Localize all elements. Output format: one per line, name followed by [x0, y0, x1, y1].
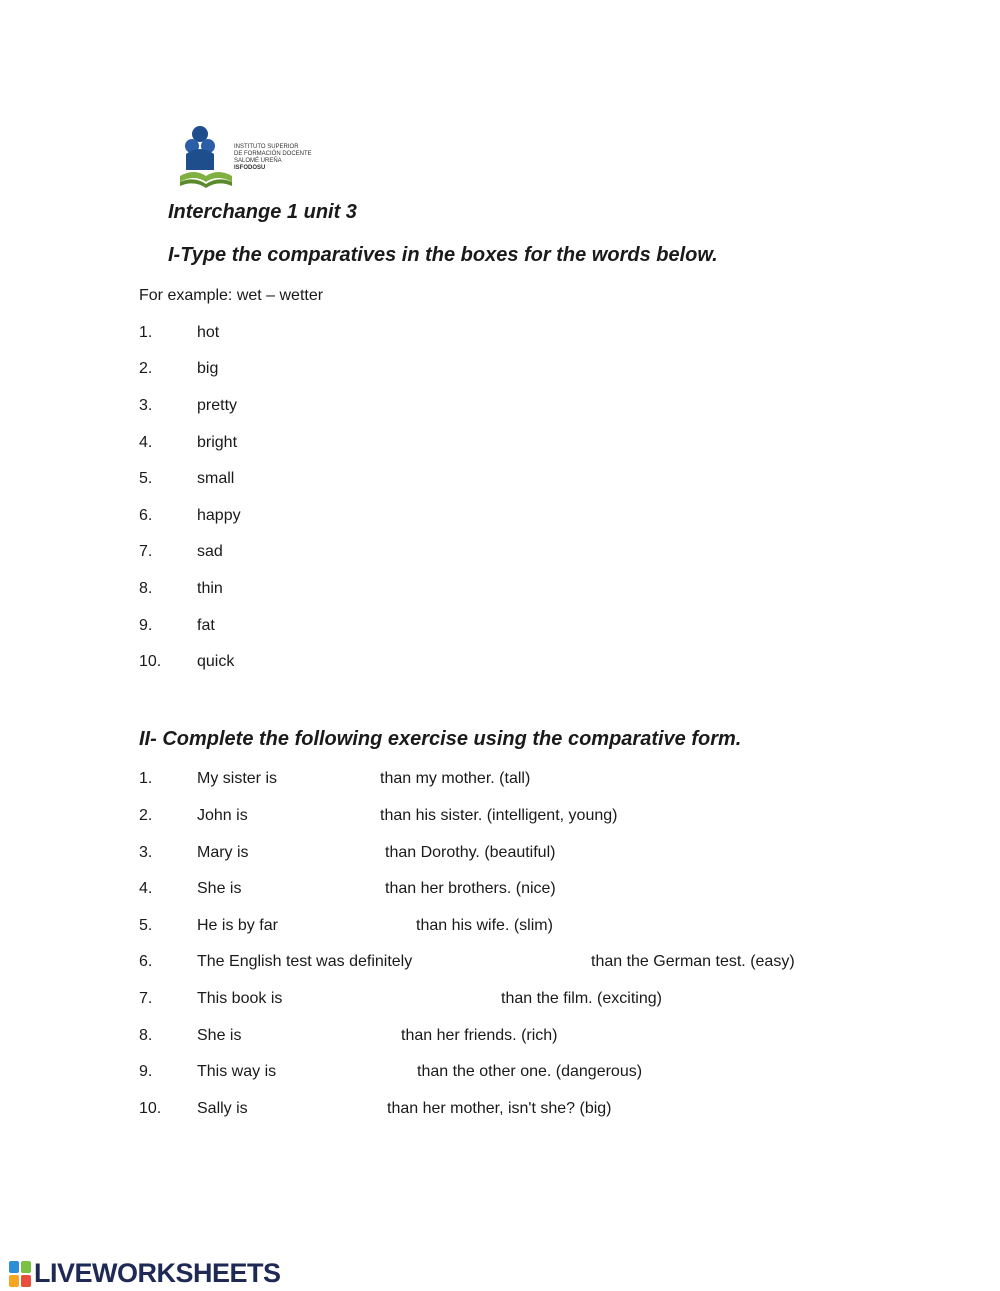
- item-word: small: [197, 470, 235, 487]
- item-number: 2.: [139, 360, 153, 377]
- sentence-start: John is: [197, 807, 248, 824]
- liveworksheets-wordmark: LIVEWORKSHEETS: [34, 1258, 281, 1288]
- sentence-end: than my mother. (tall): [380, 770, 531, 787]
- item-word: pretty: [197, 397, 238, 414]
- item-word: fat: [197, 617, 215, 634]
- item-number: 7.: [139, 543, 153, 560]
- logo-text: [234, 144, 312, 172]
- section2-heading: II- Complete the following exercise using the comparative form.: [139, 728, 742, 750]
- item-number: 3.: [139, 844, 153, 861]
- logo-line: ISFODOSU: [234, 165, 266, 171]
- section1-heading: I-Type the comparatives in the boxes for the words below.: [168, 244, 718, 266]
- sentence-start: The English test was definitely: [197, 953, 413, 970]
- sentence-end: than the German test. (easy): [591, 953, 795, 970]
- item-number: 3.: [139, 397, 153, 414]
- example-text: For example: wet – wetter: [139, 287, 324, 304]
- item-number: 8.: [139, 1027, 153, 1044]
- item-number: 4.: [139, 880, 153, 897]
- logo-line: SALOMÉ UREÑA: [234, 158, 282, 164]
- item-number: 6.: [139, 953, 153, 970]
- sentence-start: She is: [197, 880, 242, 897]
- sentence-end: than his sister. (intelligent, young): [380, 807, 618, 824]
- item-number: 9.: [139, 1063, 153, 1080]
- sentence-start: She is: [197, 1027, 242, 1044]
- sentence-end: than her mother, isn't she? (big): [387, 1100, 612, 1117]
- item-number: 10.: [139, 1100, 162, 1117]
- item-number: 7.: [139, 990, 153, 1007]
- sentence-end: than his wife. (slim): [416, 917, 553, 934]
- sentence-start: My sister is: [197, 770, 277, 787]
- sentence-end: than the film. (exciting): [501, 990, 662, 1007]
- item-number: 6.: [139, 507, 153, 524]
- item-number: 2.: [139, 807, 153, 824]
- institute-emblem-icon: [178, 124, 234, 190]
- item-number: 8.: [139, 580, 153, 597]
- item-word: quick: [197, 653, 235, 670]
- item-number: 10.: [139, 653, 162, 670]
- sentence-start: This way is: [197, 1063, 277, 1080]
- sentence-start: This book is: [197, 990, 283, 1007]
- sentence-end: than the other one. (dangerous): [417, 1063, 643, 1080]
- worksheet-title: Interchange 1 unit 3: [168, 201, 357, 223]
- logo-line: INSTITUTO SUPERIOR: [234, 144, 299, 150]
- item-number: 1.: [139, 770, 153, 787]
- item-number: 1.: [139, 324, 153, 341]
- institute-logo: [178, 124, 318, 190]
- item-word: sad: [197, 543, 223, 560]
- item-word: happy: [197, 507, 241, 524]
- sentence-start: He is by far: [197, 917, 278, 934]
- sentence-end: than Dorothy. (beautiful): [385, 844, 556, 861]
- sentence-start: Sally is: [197, 1100, 248, 1117]
- item-number: 5.: [139, 917, 153, 934]
- item-word: thin: [197, 580, 223, 597]
- sentence-end: than her friends. (rich): [401, 1027, 558, 1044]
- item-number: 9.: [139, 617, 153, 634]
- sentence-end: than her brothers. (nice): [385, 880, 556, 897]
- item-number: 5.: [139, 470, 153, 487]
- sentence-start: Mary is: [197, 844, 249, 861]
- liveworksheets-icon: [8, 1260, 32, 1288]
- item-word: hot: [197, 324, 220, 341]
- item-word: bright: [197, 434, 238, 451]
- item-number: 4.: [139, 434, 153, 451]
- item-word: big: [197, 360, 219, 377]
- logo-line: DE FORMACIÓN DOCENTE: [234, 151, 312, 157]
